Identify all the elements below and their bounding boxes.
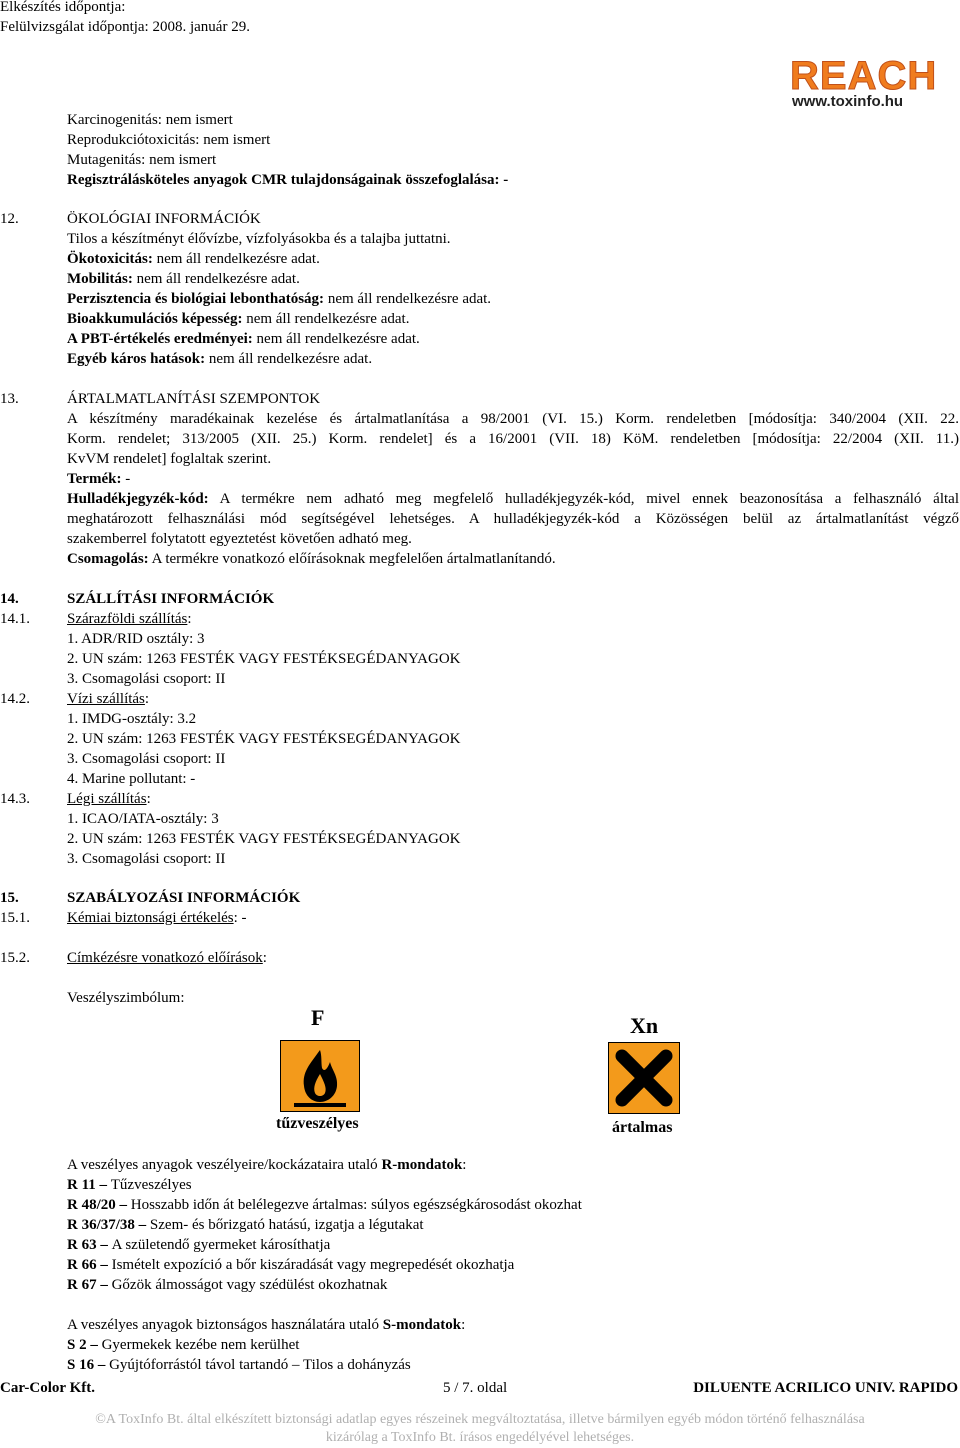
land-transport-heading: Szárazföldi szállítás: xyxy=(67,611,192,627)
r-phrase-item: R 48/20 – Hosszabb időn át belélegezve ártalmas: súlyos egészségkárosodást okozhat xyxy=(67,1197,582,1213)
section-14-number: 14. xyxy=(0,591,19,607)
cmr-summary-line: Regisztrálásköteles anyagok CMR tulajdonságainak összefoglalása: - xyxy=(67,172,509,188)
packaging-line: Csomagolás: A termékre vonatkozó előírásoknak megfelelően ártalmatlanítandó. xyxy=(67,551,556,567)
footer-copyright-line-2: kizárólag a ToxInfo Bt. írásos engedélyével lehetséges. xyxy=(325,1430,635,1445)
section-12-number: 12. xyxy=(0,211,19,227)
header-created-date: Elkészítés időpontja: xyxy=(0,0,126,15)
waste-code-line-3: szakemberrel folytatott egyeztetést követően adható meg. xyxy=(67,531,412,547)
water-un-number-line: 2. UN szám: 1263 FESTÉK VAGY FESTÉKSEGÉDANYAGOK xyxy=(67,731,461,747)
section-14-title: SZÁLLÍTÁSI INFORMÁCIÓK xyxy=(67,591,275,607)
symbol-f-letter: F xyxy=(311,1005,325,1030)
marine-pollutant-line: 4. Marine pollutant: - xyxy=(67,771,196,787)
pbt-line: A PBT-értékelés eredményei: nem áll rendelkezésre adat. xyxy=(67,331,420,347)
waste-code-line-1: Hulladékjegyzék-kód: A termékre nem adható meg megfelelő hulladékjegyzék-kód, mivel ennek beazonosítása a felhasználó által xyxy=(67,491,959,507)
icao-class-line: 1. ICAO/IATA-osztály: 3 xyxy=(67,811,219,827)
footer-company: Car-Color Kft. xyxy=(0,1380,95,1396)
section-13-title: ÁRTALMATLANÍTÁSI SZEMPONTOK xyxy=(67,391,321,407)
labelling-heading: Címkézésre vonatkozó előírások: xyxy=(67,950,267,966)
r-phrase-item: R 66 – Ismételt expozíció a bőr kiszáradását vagy megrepedését okozhatja xyxy=(67,1257,515,1273)
r-phrase-item: R 67 – Gőzök álmosságot vagy szédülést okozhatnak xyxy=(67,1277,388,1293)
s-phrase-item: S 16 – Gyújtóforrástól távol tartandó – Tilos a dohányzás xyxy=(67,1357,411,1373)
mobility-line: Mobilitás: nem áll rendelkezésre adat. xyxy=(67,271,300,287)
symbol-f-caption: tűzveszélyes xyxy=(276,1115,359,1132)
air-un-number-line: 2. UN szám: 1263 FESTÉK VAGY FESTÉKSEGÉDANYAGOK xyxy=(67,831,461,847)
land-packing-group-line: 3. Csomagolási csoport: II xyxy=(67,671,226,687)
persistence-line: Perzisztencia és biológiai lebonthatóság: nem áll rendelkezésre adat. xyxy=(67,291,492,307)
ecotoxicity-line: Ökotoxicitás: nem áll rendelkezésre adat. xyxy=(67,251,320,267)
r-phrase-item: R 63 – A születendő gyermeket károsíthatja xyxy=(67,1237,331,1253)
water-transport-heading: Vízi szállítás: xyxy=(67,691,150,707)
section-15-2-number: 15.2. xyxy=(0,950,30,966)
section-14-2-number: 14.2. xyxy=(0,691,30,707)
s-phrase-item: S 2 – Gyermekek kezébe nem kerülhet xyxy=(67,1337,300,1353)
logo-url: www.toxinfo.hu xyxy=(792,93,904,110)
r-phrase-item: R 11 – Tűzveszélyes xyxy=(67,1177,192,1193)
air-packing-group-line: 3. Csomagolási csoport: II xyxy=(67,851,226,867)
section-14-3-number: 14.3. xyxy=(0,791,30,807)
chemical-safety-assessment-line: Kémiai biztonsági értékelés: - xyxy=(67,910,247,926)
reproductive-toxicity-line: Reprodukciótoxicitás: nem ismert xyxy=(67,132,271,148)
disposal-paragraph-line-2: Korm. rendelet; 313/2005 (XII. 25.) Korm. rendelet] és a 16/2001 (VII. 18) KöM. rendeletben [módosítja: 22/2004 (XII. 11.) xyxy=(67,431,959,447)
disposal-paragraph-line-1: A készítmény maradékainak kezelése és ártalmatlanítása a 98/2001 (VI. 15.) Korm. rendeletben [módosítja: 340/2004 (XII. 22. xyxy=(67,411,959,427)
footer-copyright-line-1: ©A ToxInfo Bt. által elkészített biztonsági adatlap egyes részeinek megváltoztatása, illetve bármilyen egyéb módon történő felhasználása xyxy=(95,1412,865,1427)
footer-page-number: 5 / 7. oldal xyxy=(443,1380,508,1396)
section-15-title: SZABÁLYOZÁSI INFORMÁCIÓK xyxy=(67,890,301,906)
section-14-1-number: 14.1. xyxy=(0,611,30,627)
disposal-paragraph-line-3: KvVM rendelet] foglaltak szerint. xyxy=(67,451,272,467)
mutagenicity-line: Mutagenitás: nem ismert xyxy=(67,152,217,168)
symbol-xn-letter: Xn xyxy=(630,1013,659,1038)
header-revision-date: Felülvizsgálat időpontja: 2008. január 29. xyxy=(0,19,250,35)
other-effects-line: Egyéb káros hatások: nem áll rendelkezésre adat. xyxy=(67,351,373,367)
bioaccumulation-line: Bioakkumulációs képesség: nem áll rendelkezésre adat. xyxy=(67,311,410,327)
section-15-number: 15. xyxy=(0,890,19,906)
carcinogenicity-line: Karcinogenitás: nem ismert xyxy=(67,112,233,128)
s-phrases-intro: A veszélyes anyagok biztonságos használatára utaló S-mondatok: xyxy=(67,1317,466,1333)
waste-code-line-2: meghatározott felhasználási mód segítségével lehetséges. A hulladékjegyzék-kód a Közösségen belül az ártalmatlanítást végző xyxy=(67,511,959,527)
adr-class-line: 1. ADR/RID osztály: 3 xyxy=(67,631,205,647)
symbol-xn-caption: ártalmas xyxy=(612,1119,673,1136)
section-15-1-number: 15.1. xyxy=(0,910,30,926)
r-phrases-intro: A veszélyes anyagok veszélyeire/kockázataira utaló R-mondatok: xyxy=(67,1157,467,1173)
imdg-class-line: 1. IMDG-osztály: 3.2 xyxy=(67,711,197,727)
product-line: Termék: - xyxy=(67,471,131,487)
hazard-symbol-label: Veszélyszimbólum: xyxy=(67,990,185,1006)
air-transport-heading: Légi szállítás: xyxy=(67,791,151,807)
harmful-cross-icon xyxy=(608,1042,680,1114)
flame-icon xyxy=(280,1040,360,1112)
section-13-number: 13. xyxy=(0,391,19,407)
section-12-title: ÖKOLÓGIAI INFORMÁCIÓK xyxy=(67,211,261,227)
footer-product-name: DILUENTE ACRILICO UNIV. RAPIDO xyxy=(693,1380,958,1396)
eco-warning-line: Tilos a készítményt élővízbe, vízfolyásokba és a talajba juttatni. xyxy=(67,231,451,247)
r-phrase-item: R 36/37/38 – Szem- és bőrizgató hatású, izgatja a légutakat xyxy=(67,1217,424,1233)
reach-logo: REACH xyxy=(790,54,938,98)
land-un-number-line: 2. UN szám: 1263 FESTÉK VAGY FESTÉKSEGÉDANYAGOK xyxy=(67,651,461,667)
water-packing-group-line: 3. Csomagolási csoport: II xyxy=(67,751,226,767)
